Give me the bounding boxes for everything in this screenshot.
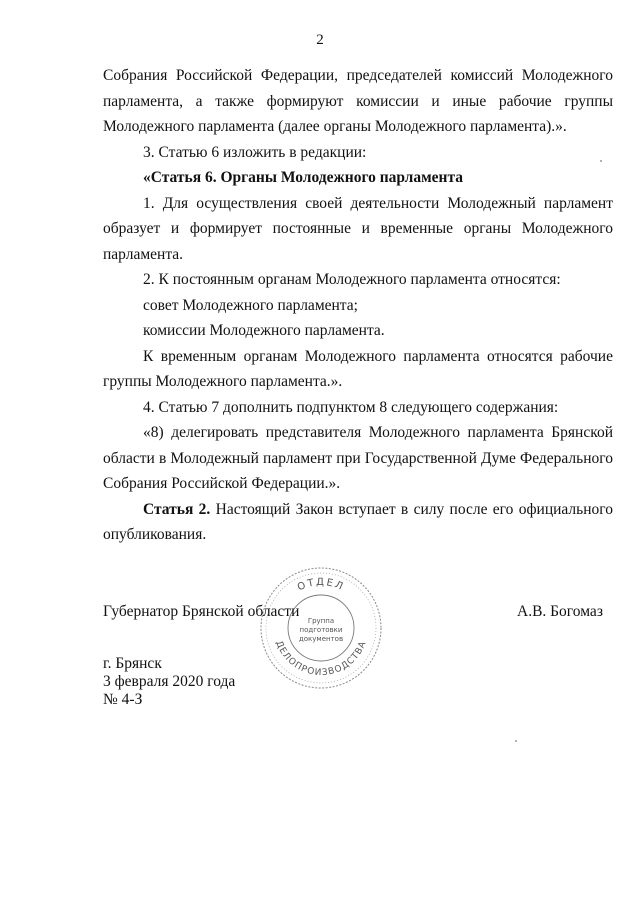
text-line: парламента, а также формируют комиссии и иные рабочие группы xyxy=(103,92,613,110)
text-line: комиссии Молодежного парламента. xyxy=(143,322,385,339)
text-line: совет Молодежного парламента; xyxy=(143,296,358,314)
stamp-top-text: ОТДЕЛ xyxy=(295,576,347,594)
text-line: «8) делегировать представителя Молодежного парламента Брянской xyxy=(143,424,613,441)
amendment-item-3: 3. Статью 6 изложить в редакции: xyxy=(143,143,367,161)
date: 3 февраля 2020 года xyxy=(103,673,236,690)
text-line: Собрания Российской Федерации, председателей комиссий Молодежного xyxy=(103,67,613,84)
svg-text:ДЕЛОПРОИЗВОДСТВА xyxy=(273,639,369,678)
text-line: К временным органам Молодежного парламента относятся рабочие xyxy=(143,347,613,365)
office-stamp xyxy=(258,565,384,691)
text-line: группы Молодежного парламента.». xyxy=(103,373,343,390)
city: г. Брянск xyxy=(103,655,162,672)
scan-speck xyxy=(600,160,602,162)
place-date-block xyxy=(103,655,235,709)
article-2-paragraph: Статья 2. Настоящий Закон вступает в силу после его официального xyxy=(143,500,613,518)
svg-text:ОТДЕЛ xyxy=(296,577,346,593)
text-line: области в Молодежный парламент при Государственной Думе Федерального xyxy=(103,449,613,467)
amendment-item-4: 4. Статью 7 дополнить подпунктом 8 следующего содержания: xyxy=(143,398,559,416)
text-line: 1. Для осуществления своей деятельности Молодежный парламент xyxy=(143,194,613,212)
document-body xyxy=(103,63,613,548)
text-line: опубликования. xyxy=(103,526,207,543)
text-line: парламента. xyxy=(103,245,184,263)
page-number: 2 xyxy=(316,32,324,48)
signatory-name: А.В. Богомаз xyxy=(517,603,603,620)
article-2-label: Статья 2. xyxy=(143,500,211,518)
stamp-center-line: Группа xyxy=(307,617,335,625)
signatory-position: Губернатор Брянской области xyxy=(103,603,300,620)
law-number: № 4-З xyxy=(103,691,143,708)
text-line: Собрания Российской Федерации.». xyxy=(103,475,341,492)
stamp-bottom-text: ДЕЛОПРОИЗВОДСТВА xyxy=(273,639,369,679)
text-line: Молодежного парламента (далее органы Молодежного парламента).». xyxy=(103,118,567,135)
article-6-heading: «Статья 6. Органы Молодежного парламента xyxy=(143,169,464,186)
scan-speck xyxy=(515,740,517,742)
stamp-center-line: подготовки xyxy=(299,626,343,634)
text-line: образует и формирует постоянные и временные органы Молодежного xyxy=(103,220,613,237)
stamp-center-line: документов xyxy=(298,635,344,643)
text-line: 2. К постоянным органам Молодежного парламента относятся: xyxy=(143,271,561,288)
